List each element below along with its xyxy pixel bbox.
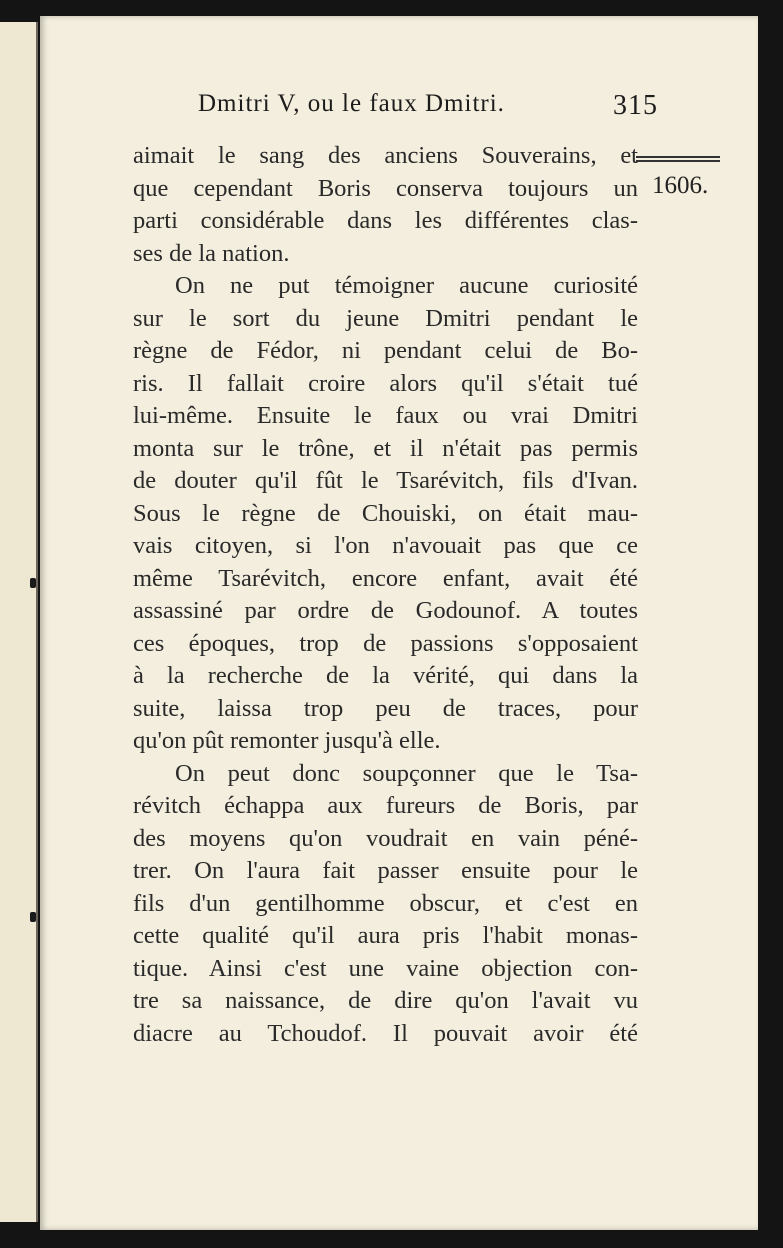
left-page-edge (0, 22, 38, 1222)
text-line: On peut donc soupçonner que le Tsa- (175, 759, 638, 787)
margin-date: 1606. (652, 172, 709, 199)
text-line: cette qualité qu'il aura pris l'habit monas- (133, 922, 638, 949)
text-line: ris. Il fallait croire alors qu'il s'était tué (133, 369, 638, 397)
text-line: sur le sort du jeune Dmitri pendant le (133, 304, 638, 332)
paragraph (133, 140, 638, 270)
binding-mark (30, 912, 36, 922)
paragraph (133, 270, 638, 758)
text-line: règne de Fédor, ni pendant celui de Bo- (133, 337, 638, 364)
text-line: tique. Ainsi c'est une vaine objection con- (133, 954, 638, 982)
text-line: à la recherche de la vérité, qui dans la (133, 662, 638, 689)
binding-mark (30, 578, 36, 588)
text-line: suite, laissa trop peu de traces, pour (133, 694, 638, 722)
body-text (133, 140, 638, 1050)
paragraph (133, 758, 638, 1051)
book-page (40, 16, 758, 1230)
text-line: parti considérable dans les différentes clas- (133, 207, 638, 234)
text-line: diacre au Tchoudof. Il pouvait avoir été (133, 1019, 638, 1047)
text-line: Sous le règne de Chouiski, on était mau- (133, 499, 638, 527)
text-line: des moyens qu'on voudrait en vain péné- (133, 824, 638, 852)
text-line: tre sa naissance, de dire qu'on l'avait vu (133, 987, 638, 1014)
margin-rule (636, 156, 720, 166)
text-line: assassiné par ordre de Godounof. A toutes (133, 597, 638, 624)
text-line: même Tsarévitch, encore enfant, avait été (133, 564, 638, 592)
text-line: fils d'un gentilhomme obscur, et c'est en (133, 889, 638, 917)
running-header (198, 90, 658, 126)
text-line: lui-même. Ensuite le faux ou vrai Dmitri (133, 402, 638, 429)
running-title: Dmitri V, ou le faux Dmitri. (198, 90, 505, 117)
text-line: monta sur le trône, et il n'était pas permis (133, 434, 638, 462)
text-line: révitch échappa aux fureurs de Boris, par (133, 792, 638, 819)
text-line: qu'on pût remonter jusqu'à elle. (133, 727, 441, 754)
text-line: vais citoyen, si l'on n'avouait pas que ce (133, 532, 638, 559)
text-line: que cependant Boris conserva toujours un (133, 174, 638, 202)
text-line: trer. On l'aura fait passer ensuite pour le (133, 857, 638, 884)
text-line: ces époques, trop de passions s'opposaient (133, 629, 638, 657)
text-line: de douter qu'il fût le Tsarévitch, fils d'Ivan. (133, 467, 638, 494)
text-line: On ne put témoigner aucune curiosité (175, 272, 638, 299)
page-number: 315 (613, 90, 658, 121)
text-line: ses de la nation. (133, 239, 290, 267)
text-line: aimait le sang des anciens Souverains, et (133, 142, 638, 169)
